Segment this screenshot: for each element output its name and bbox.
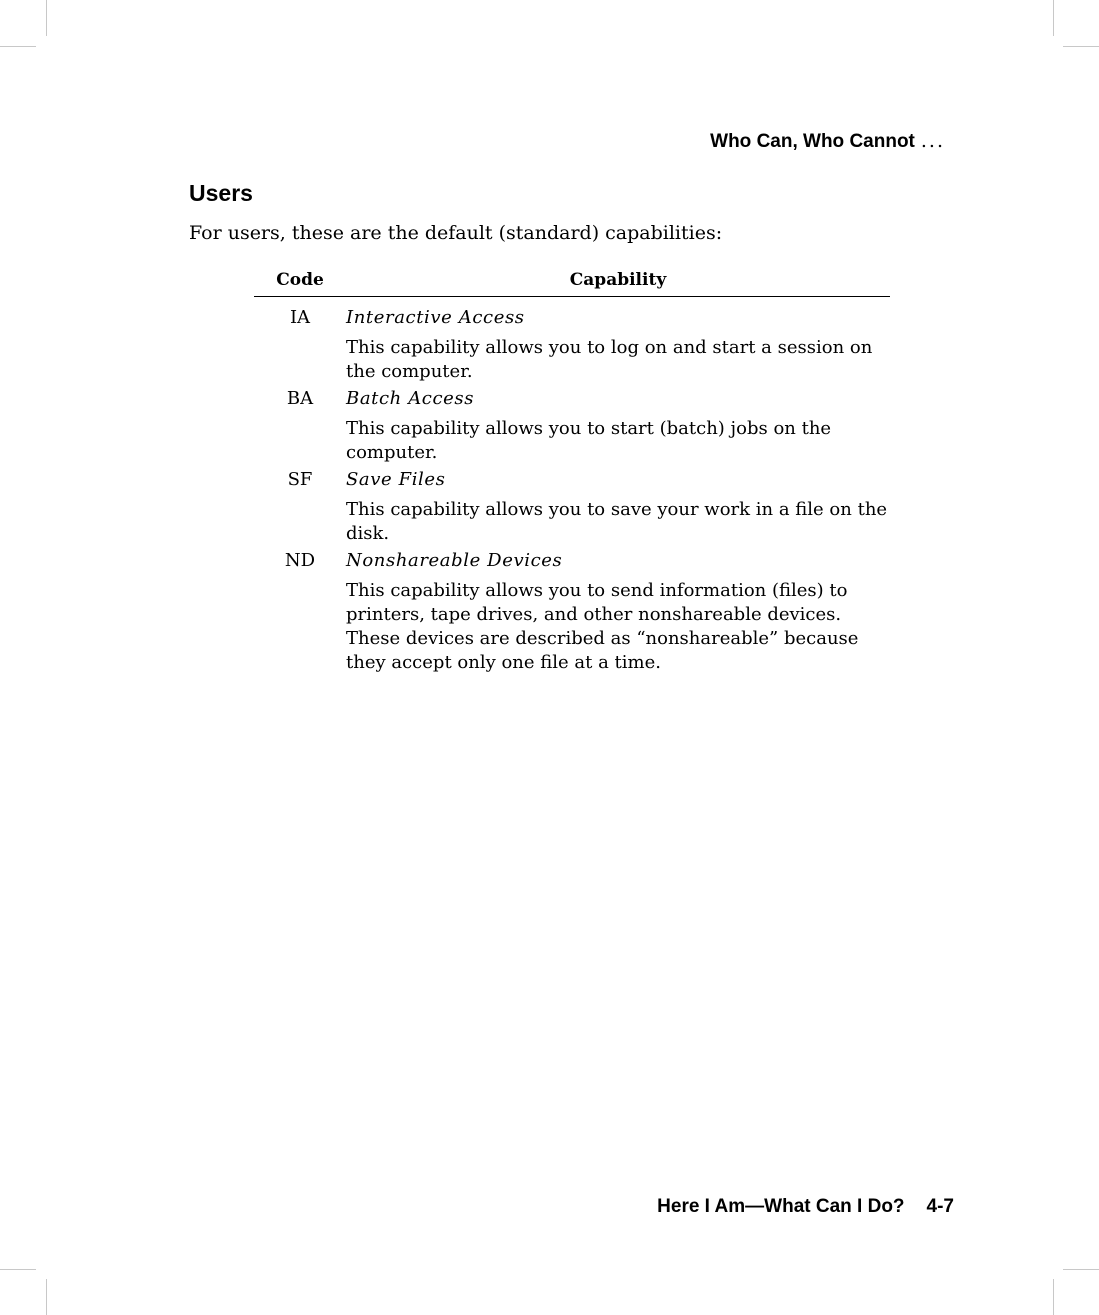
table-row <box>254 498 890 550</box>
crop-mark <box>1063 1269 1099 1270</box>
capability-description: This capability allows you to start (batch) jobs on the computer. <box>346 418 832 463</box>
intro-paragraph: For users, these are the default (standard) capabilities: <box>189 222 723 244</box>
capability-name: Batch Access <box>346 388 475 409</box>
crop-mark <box>0 46 36 47</box>
footer-chapter-title: Here I Am—What Can I Do? <box>657 1196 905 1217</box>
table-header-row <box>254 270 890 297</box>
running-head <box>710 130 945 153</box>
capability-description: This capability allows you to send information (files) to printers, tape drives, and other nonshareable devices. These devices are described as “nonshareable” because they accept only one file at a time. <box>346 580 859 673</box>
capability-code: IA <box>289 307 311 328</box>
capability-name: Save Files <box>346 469 446 490</box>
table-row <box>254 469 890 498</box>
table-row <box>254 550 890 579</box>
page-footer <box>657 1196 954 1218</box>
code-column-header: Code <box>254 270 346 297</box>
section-title: Users <box>189 180 253 206</box>
crop-mark <box>0 1269 36 1270</box>
capability-code: SF <box>287 469 313 490</box>
capability-description: This capability allows you to log on and start a session on the computer. <box>346 337 873 382</box>
capability-description: This capability allows you to save your work in a file on the disk. <box>346 499 888 544</box>
capability-code: ND <box>284 550 316 571</box>
table-row <box>254 417 890 469</box>
capability-code: BA <box>286 388 314 409</box>
table-row <box>254 297 890 337</box>
crop-mark <box>46 0 47 36</box>
running-head-title: Who Can, Who Cannot <box>710 131 915 152</box>
table-row <box>254 579 890 679</box>
crop-mark <box>46 1279 47 1315</box>
table-row <box>254 388 890 417</box>
capability-name: Interactive Access <box>346 307 525 328</box>
crop-mark <box>1053 0 1054 36</box>
capability-column-header: Capability <box>346 270 890 297</box>
table-row <box>254 336 890 388</box>
capabilities-table <box>254 270 890 679</box>
crop-mark <box>1063 46 1099 47</box>
page-number: 4-7 <box>926 1196 954 1217</box>
crop-mark <box>1053 1279 1054 1315</box>
capability-name: Nonshareable Devices <box>346 550 563 571</box>
running-head-ellipsis: ... <box>920 130 945 152</box>
